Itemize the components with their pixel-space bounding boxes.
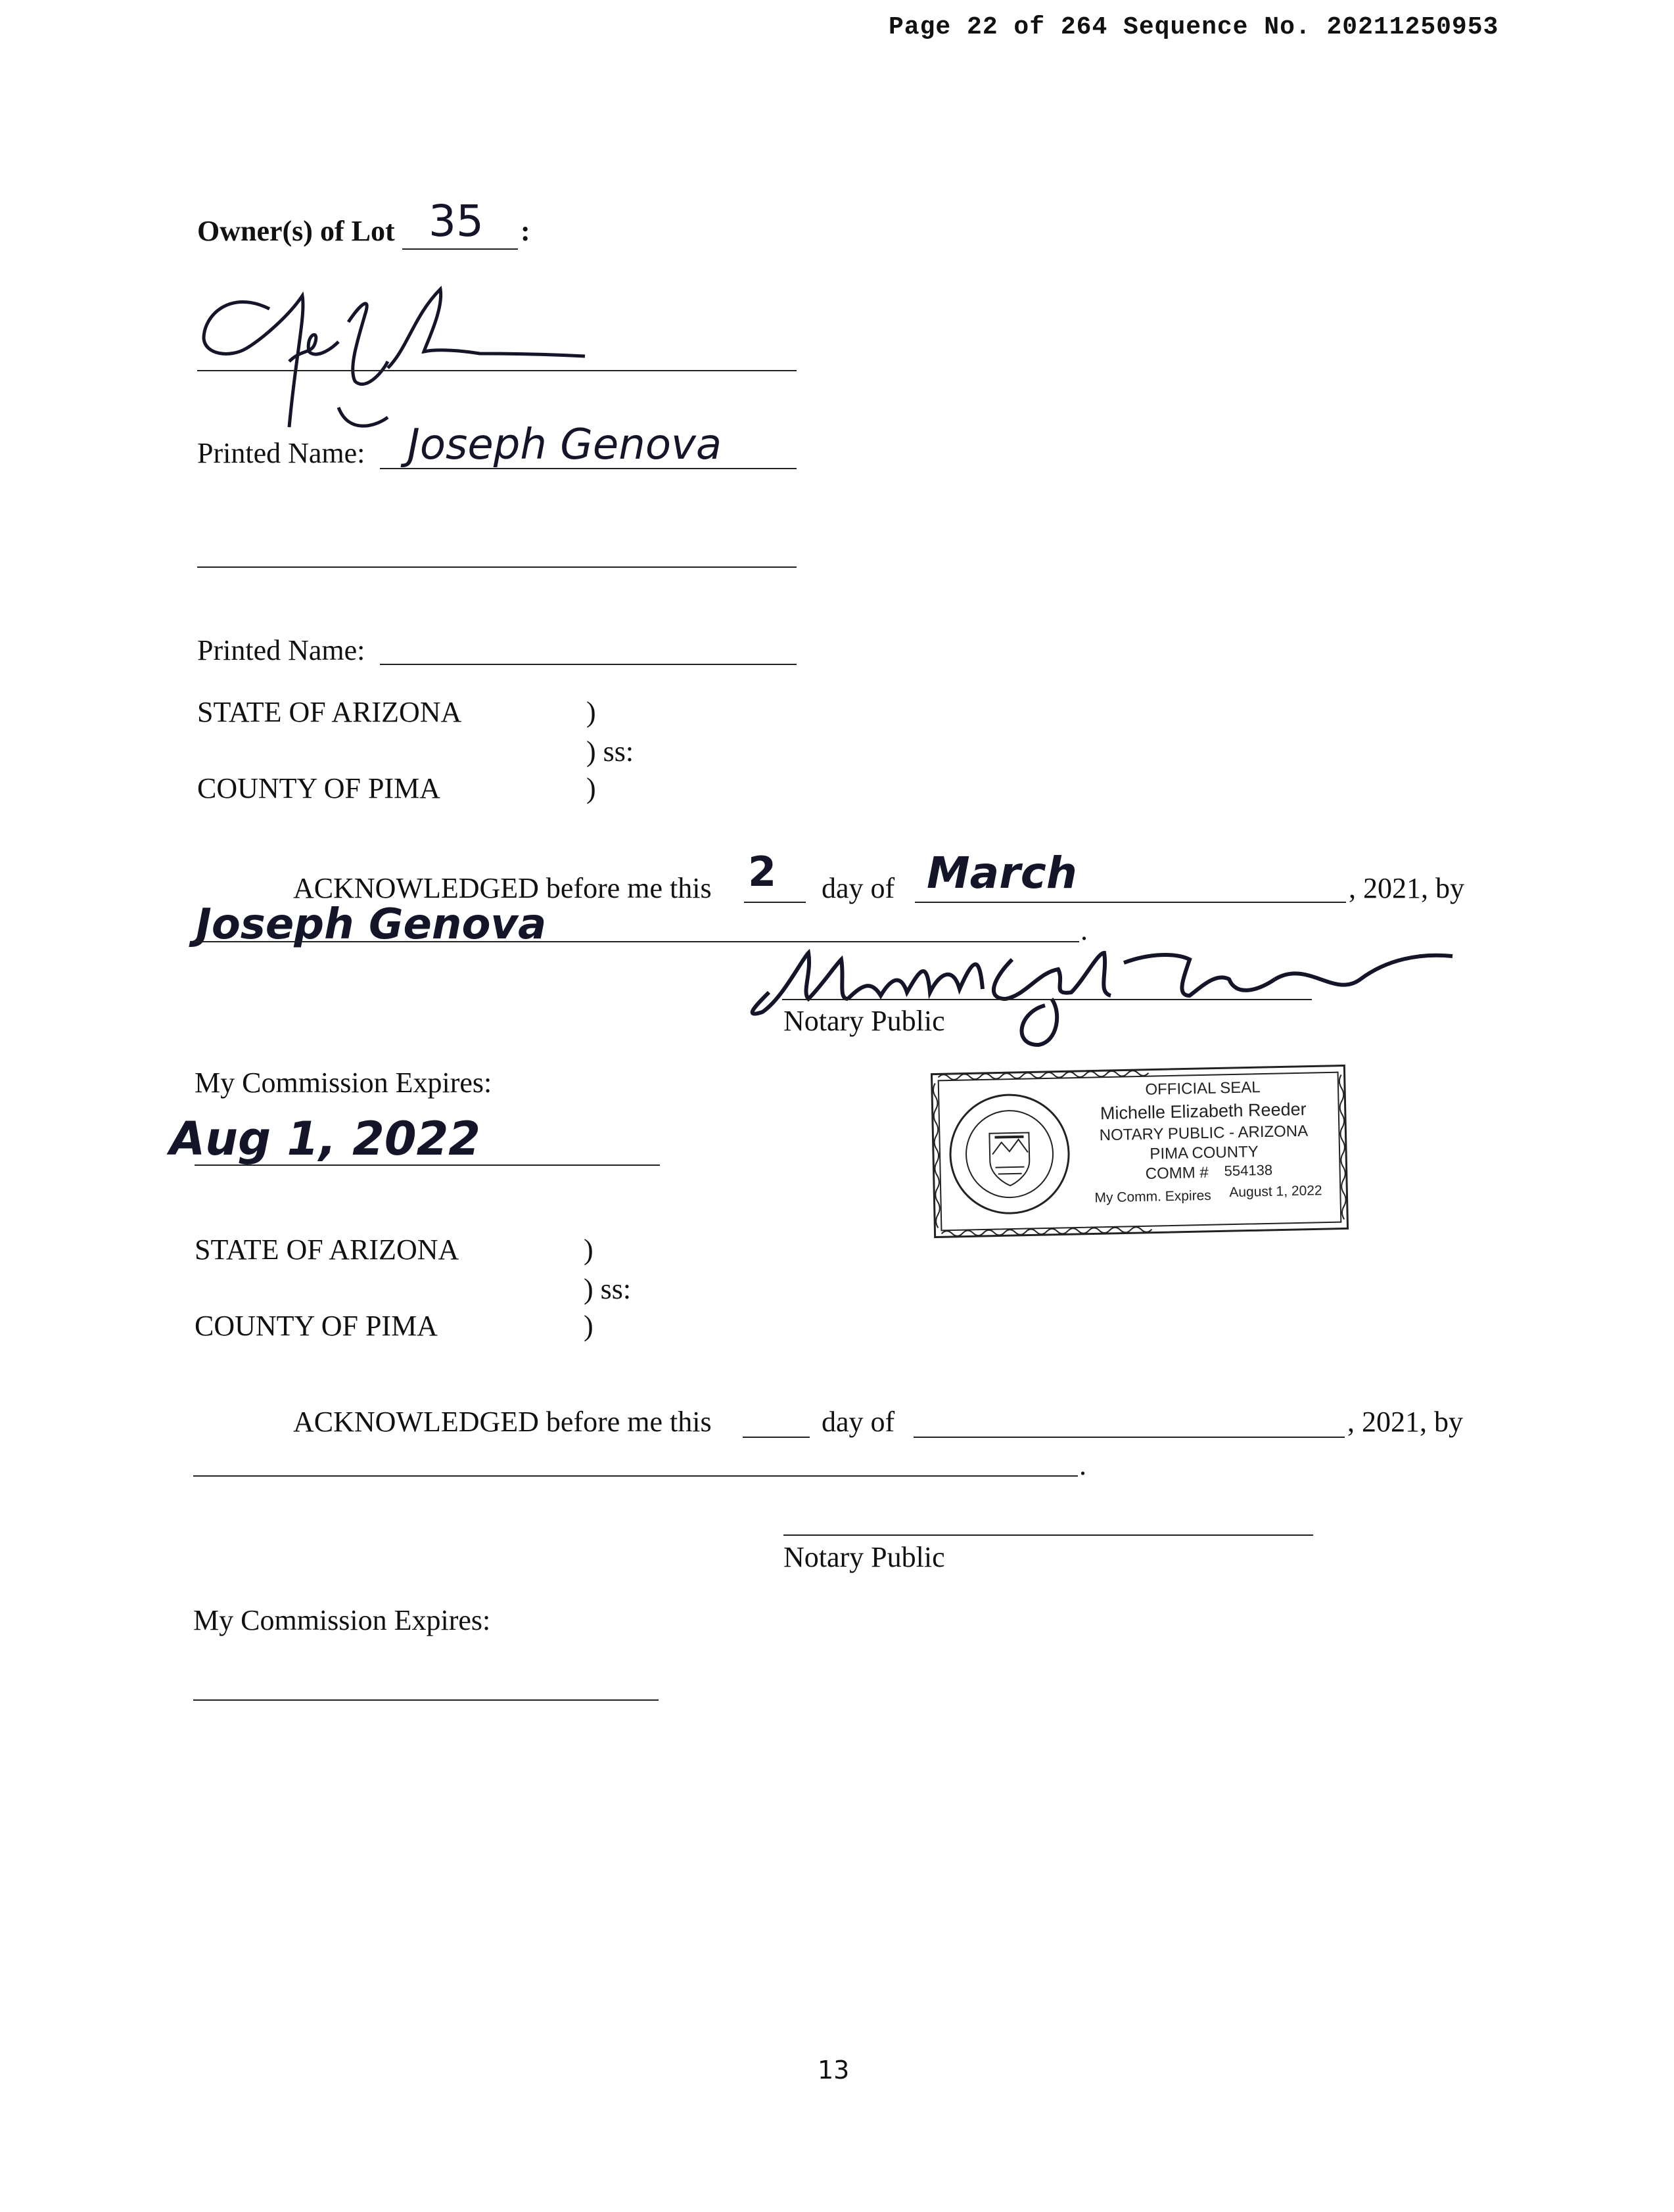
- printed-name-label-2: Printed Name:: [197, 634, 365, 666]
- ack-1-day-of: day of: [822, 872, 895, 904]
- venue-1-paren-top: ): [586, 696, 596, 728]
- seal-expires-label: My Comm. Expires: [1094, 1187, 1212, 1206]
- notary-seal-stamp: [927, 1061, 1351, 1241]
- state-label-1: STATE OF ARIZONA: [197, 696, 462, 728]
- ack-2-period: .: [1079, 1449, 1086, 1481]
- seal-comm-number: 554138: [1224, 1161, 1273, 1180]
- county-label-1: COUNTY OF PIMA: [197, 772, 440, 804]
- commission-date-handwritten: Aug 1, 2022: [170, 1112, 480, 1166]
- printed-name-1-handwritten: Joseph Genova: [407, 421, 722, 469]
- venue-2-paren-top: ): [584, 1233, 593, 1266]
- lot-number-line: [402, 248, 518, 250]
- notary-signature-line-2: [783, 1534, 1313, 1536]
- county-label-2: COUNTY OF PIMA: [195, 1310, 438, 1342]
- printed-name-line-2: [380, 664, 797, 665]
- seal-county: PIMA COUNTY: [1150, 1143, 1259, 1163]
- venue-1-ss: ) ss:: [586, 735, 634, 768]
- ack-2-name-line: [193, 1475, 1078, 1477]
- lot-number-handwritten: 35: [429, 196, 484, 246]
- venue-1-paren-bottom: ): [586, 772, 596, 804]
- ack-2-year-by: , 2021, by: [1347, 1406, 1463, 1438]
- seal-expires-date: August 1, 2022: [1229, 1183, 1322, 1201]
- seal-title: OFFICIAL SEAL: [1145, 1078, 1261, 1099]
- ack-1-period: .: [1081, 914, 1088, 946]
- ack-2-month-line: [914, 1437, 1345, 1438]
- seal-comm-label: COMM #: [1145, 1163, 1209, 1183]
- page-number: 13: [818, 2056, 850, 2085]
- venue-2-ss: ) ss:: [584, 1273, 632, 1305]
- commission-label-2: My Commission Expires:: [193, 1604, 491, 1636]
- seal-notary-name: Michelle Elizabeth Reeder: [1100, 1099, 1307, 1124]
- page-sequence-header: Page 22 of 264 Sequence No. 20211250953: [889, 13, 1499, 41]
- ack-2-day-of: day of: [822, 1406, 895, 1438]
- notary-public-label-2: Notary Public: [783, 1541, 945, 1573]
- owner-signature: [191, 276, 598, 440]
- commission-line-2: [193, 1699, 659, 1701]
- ack-1-name-handwritten: Joseph Genova: [196, 900, 547, 949]
- ack-2-prefix: ACKNOWLEDGED before me this: [293, 1406, 712, 1438]
- arizona-state-seal-icon: [949, 1094, 1070, 1214]
- notary-public-label-1: Notary Public: [783, 1005, 945, 1037]
- commission-line-1: [195, 1164, 660, 1166]
- printed-name-line-1: [380, 468, 797, 469]
- ack-1-month-handwritten: March: [927, 848, 1077, 898]
- commission-label-1: My Commission Expires:: [195, 1067, 492, 1099]
- owner-signature-line-2: [197, 566, 797, 568]
- notary-signature-line-1: [782, 999, 1312, 1000]
- ack-1-month-line: [915, 902, 1346, 903]
- venue-2-paren-bottom: ): [584, 1310, 593, 1342]
- ack-1-day-line: [744, 902, 806, 903]
- owner-lot-colon: :: [521, 215, 530, 247]
- ack-1-year-by: , 2021, by: [1349, 872, 1464, 904]
- owner-signature-line-1: [197, 370, 797, 371]
- ack-1-day-handwritten: 2: [748, 848, 777, 896]
- seal-notary-public-arizona: NOTARY PUBLIC - ARIZONA: [1099, 1122, 1309, 1145]
- ack-2-day-line: [743, 1437, 810, 1438]
- ack-1-prefix: ACKNOWLEDGED before me this: [293, 872, 712, 904]
- owner-lot-label: Owner(s) of Lot: [197, 215, 395, 247]
- state-label-2: STATE OF ARIZONA: [195, 1233, 459, 1266]
- printed-name-label-1: Printed Name:: [197, 437, 365, 469]
